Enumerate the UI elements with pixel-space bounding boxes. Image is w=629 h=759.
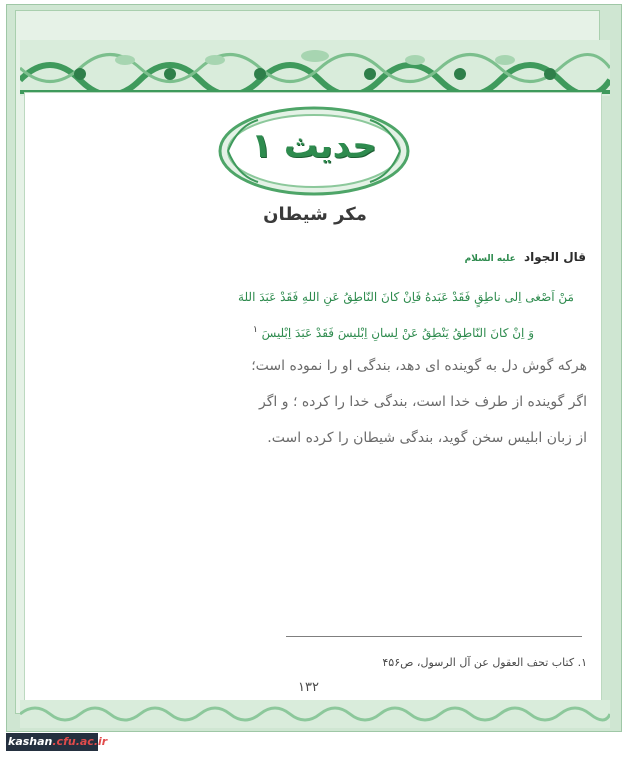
- watermark-brand: kashan: [8, 735, 53, 748]
- watermark-domain: .cfu.ac.ir: [52, 735, 108, 748]
- hadith-subtitle: مکر شیطان: [263, 204, 367, 225]
- arabic-hadith-text-2: وَ اِنْ کانَ النّاطِقُ یَنْطِقُ عَنْ لِسانِ اِبْلیسَ فَقَدْ عَبَدَ اِبْلیسَ: [261, 326, 534, 340]
- footnote-marker: ۱: [252, 325, 258, 335]
- footnote-text: ۱. کتاب تحف العقول عن آل الرسول، ص۴۵۶: [382, 656, 587, 669]
- narrator-line: [465, 250, 586, 264]
- translation-line-1: هرکه گوش دل به گوینده ای دهد، بندگی او را نموده است؛: [251, 358, 587, 374]
- watermark-logo: [8, 735, 107, 748]
- top-floral-ornament: [20, 40, 610, 96]
- arabic-hadith-line-2: [14, 325, 534, 340]
- footnote-divider: [286, 636, 582, 637]
- page-number: ۱۳۲: [298, 680, 319, 695]
- translation-line-3: از زبان ابلیس سخن گوید، بندگی شیطان را کرده است.: [267, 430, 587, 446]
- honorific-seal: علیه السلام: [464, 254, 516, 264]
- arabic-hadith-line-1: مَنْ اَصْغی اِلی ناطِقٍ فَقَدْ عَبَدهُ فَاِنْ کانَ النّاطِقُ عَنِ اللهِ فَقَدْ عَبَدَ اللهَ: [238, 290, 574, 304]
- hadith-number-title: حدیث ۱: [251, 126, 377, 166]
- translation-line-2: اگر گوینده از طرف خدا است، بندگی خدا را کرده ؛ و اگر: [259, 394, 587, 410]
- bottom-floral-ornament: [20, 700, 610, 728]
- narrator-text: قال الجواد: [523, 250, 586, 264]
